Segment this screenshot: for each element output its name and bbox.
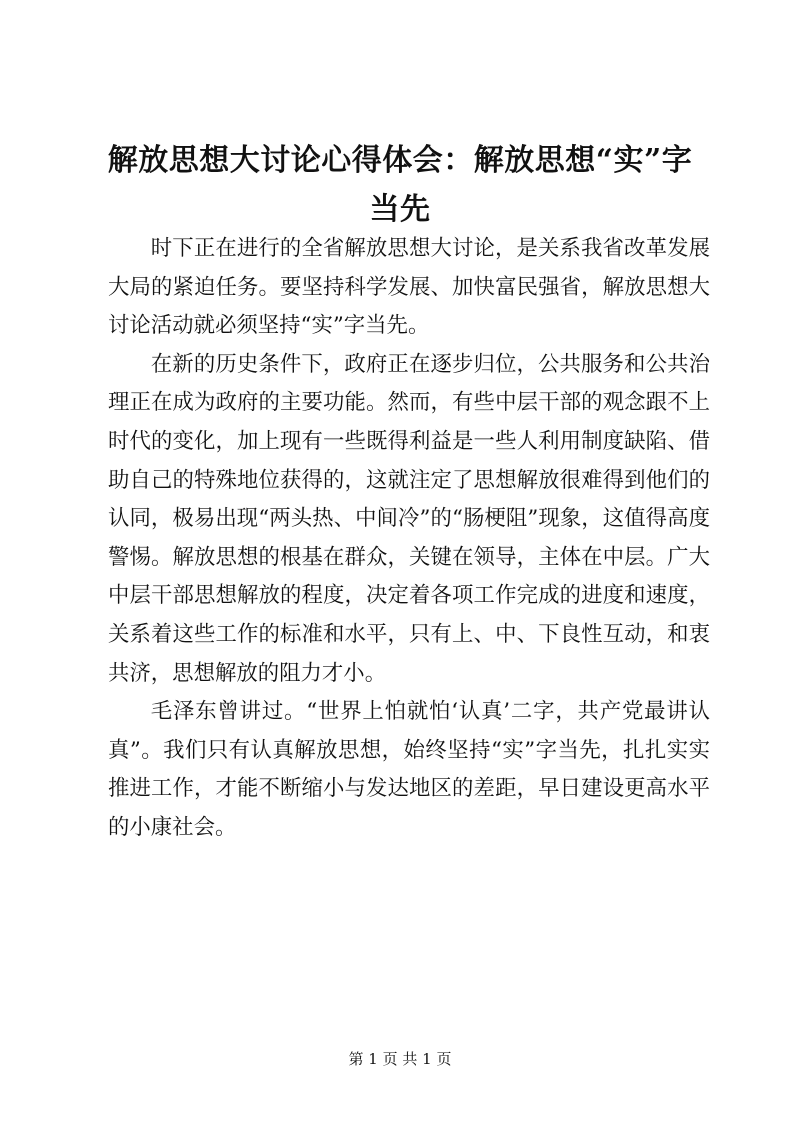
- paragraph-1: 时下正在进行的全省解放思想大讨论，是关系我省改革发展大局的紧迫任务。要坚持科学发展、加快富民强省，解放思想大讨论活动就必须坚持“实”字当先。: [108, 236, 710, 339]
- paragraph-3: 毛泽东曾讲过。“世界上怕就怕‘认真’二字，共产党最讲认真”。我们只有认真解放思想，始终坚持“实”字当先，扎扎实实推进工作，才能不断缩小与发达地区的差距，早日建设更高水平的小康社会。: [108, 699, 710, 840]
- document-title: 解放思想大讨论心得体会：解放思想“实”字当先: [107, 143, 693, 227]
- page-footer: 第 1 页 共 1 页: [348, 1050, 452, 1068]
- document-body: [108, 230, 710, 848]
- paragraph-2: 在新的历史条件下，政府正在逐步归位，公共服务和公共治理正在成为政府的主要功能。然而，有些中层干部的观念跟不上时代的变化，加上现有一些既得利益是一些人利用制度缺陷、借助自己的特殊地位获得的，这就注定了思想解放很难得到他们的认同，极易出现“两头热、中间冷”的“肠梗阻”现象，这值得高度警惕。解放思想的根基在群众，关键在领导，主体在中层。广大中层干部思想解放的程度，决定着各项工作完成的进度和速度，关系着这些工作的标准和水平，只有上、中、下良性互动，和衷共济，思想解放的阻力才小。: [108, 351, 710, 686]
